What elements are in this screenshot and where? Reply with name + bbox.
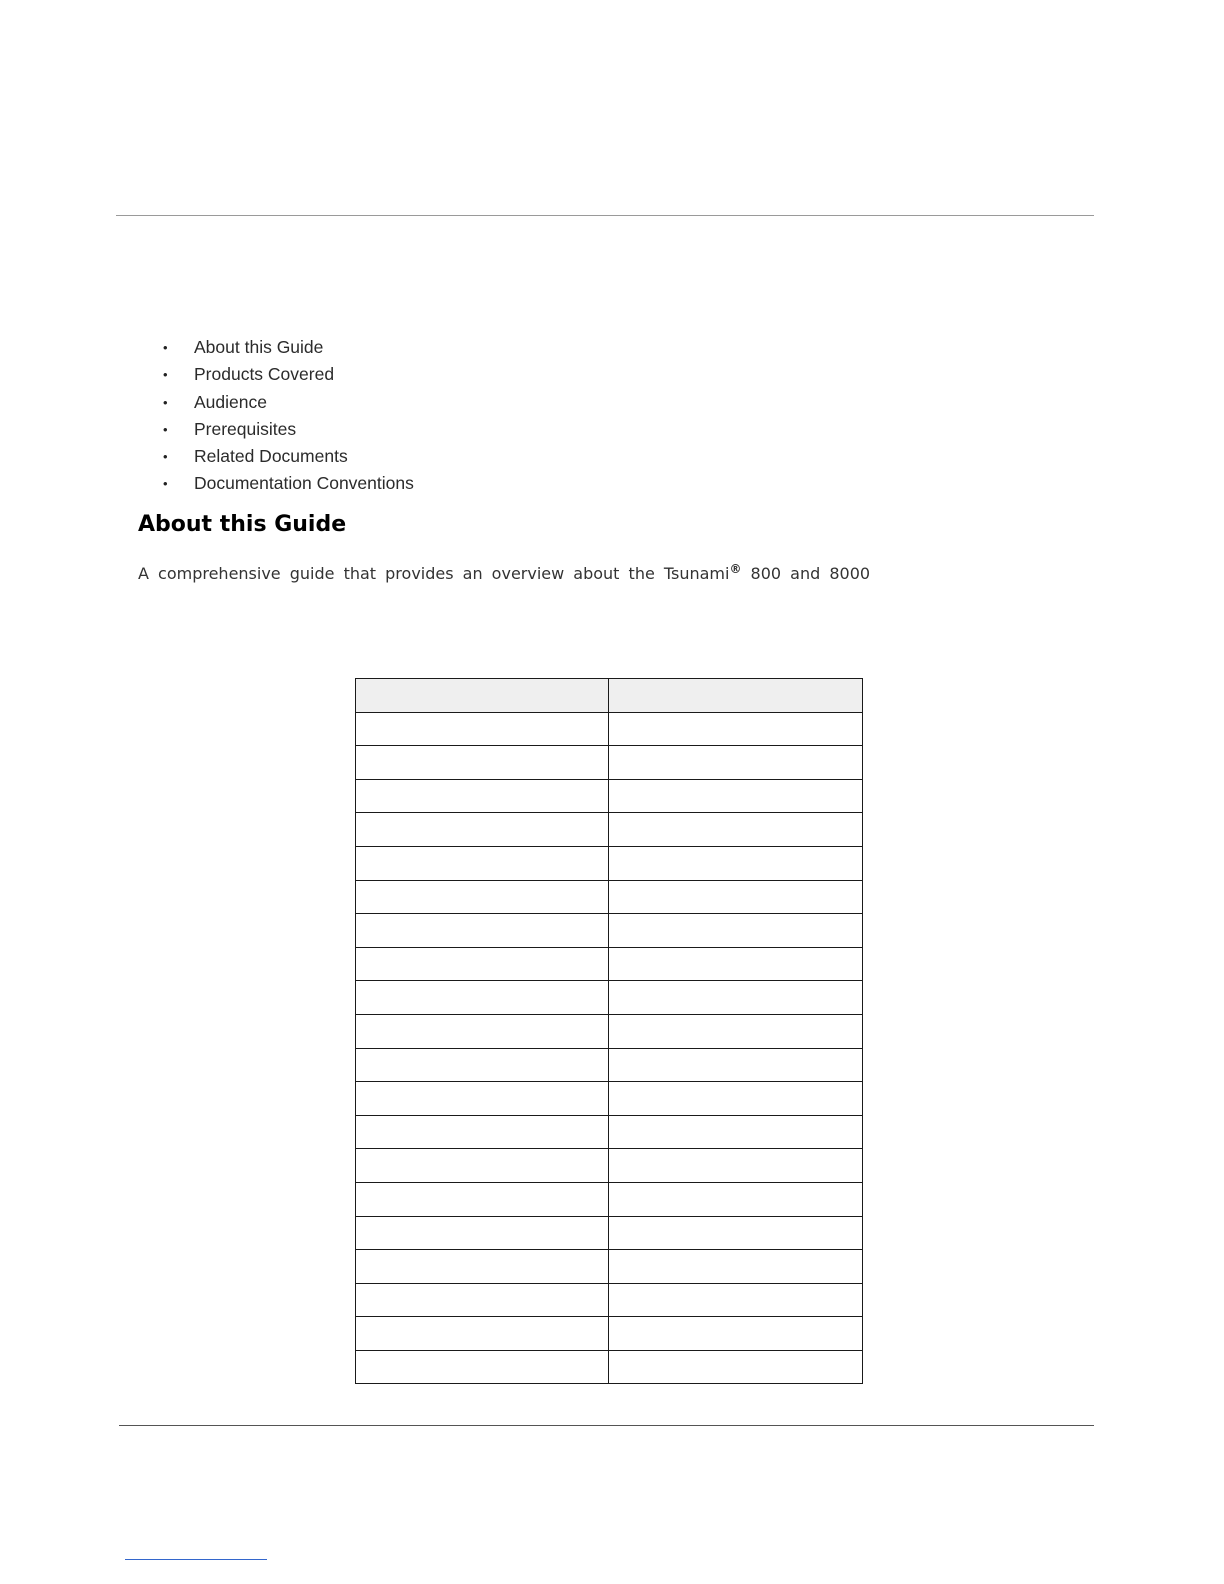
toc-item-label: Related Documents xyxy=(194,446,348,467)
table-cell xyxy=(609,1216,863,1250)
table-cell xyxy=(356,1149,609,1183)
toc-item-label: About this Guide xyxy=(194,337,324,357)
toc-item-products-covered[interactable] xyxy=(160,361,414,388)
table-cell xyxy=(356,947,609,981)
table-row xyxy=(356,1014,863,1048)
toc-item-label: Products Covered xyxy=(194,364,335,385)
table-cell xyxy=(356,1048,609,1082)
table-cell xyxy=(356,1014,609,1048)
toc-item-label: Prerequisites xyxy=(194,418,297,439)
table-cell xyxy=(356,712,609,746)
toc-item-prerequisites[interactable] xyxy=(160,416,414,443)
registered-mark: ® xyxy=(729,562,742,576)
bullet-icon: • xyxy=(163,394,168,410)
table-row xyxy=(356,1216,863,1250)
toc-item-documentation-conventions[interactable] xyxy=(160,470,414,497)
table-cell xyxy=(356,1216,609,1250)
table-row xyxy=(356,779,863,813)
table-cell xyxy=(356,981,609,1015)
table-row xyxy=(356,914,863,948)
section-heading: About this Guide xyxy=(138,512,347,537)
table-cell xyxy=(356,813,609,847)
table-row xyxy=(356,1283,863,1317)
table-row xyxy=(356,1182,863,1216)
table-row xyxy=(356,746,863,780)
table-row xyxy=(356,1048,863,1082)
table-cell xyxy=(356,846,609,880)
table-row xyxy=(356,846,863,880)
table-cell xyxy=(609,1115,863,1149)
table-cell xyxy=(609,846,863,880)
table-row xyxy=(356,1250,863,1284)
section-body-text xyxy=(138,562,870,583)
table-cell xyxy=(356,880,609,914)
table-row xyxy=(356,947,863,981)
bullet-icon: • xyxy=(163,476,168,492)
table-cell xyxy=(609,981,863,1015)
table-cell xyxy=(609,1250,863,1284)
table-cell xyxy=(356,1350,609,1384)
table-row xyxy=(356,1149,863,1183)
table-cell xyxy=(356,914,609,948)
table-cell xyxy=(356,1317,609,1351)
table-cell xyxy=(609,813,863,847)
table-cell xyxy=(609,914,863,948)
header-divider xyxy=(116,215,1094,216)
table-cell xyxy=(609,712,863,746)
products-table xyxy=(355,678,863,1384)
table-cell xyxy=(356,1115,609,1149)
table-cell xyxy=(609,1082,863,1116)
footer-divider xyxy=(119,1425,1094,1426)
bullet-icon: • xyxy=(163,421,168,437)
table-header-cell xyxy=(609,679,863,713)
table-cell xyxy=(356,1182,609,1216)
table-cell xyxy=(609,947,863,981)
toc-item-audience[interactable] xyxy=(160,389,414,416)
table-cell xyxy=(609,1149,863,1183)
body-text-main: A comprehensive guide that provides an overview about the Tsunami xyxy=(138,564,730,583)
toc-item-label: Documentation Conventions xyxy=(194,473,414,494)
table-cell xyxy=(356,1283,609,1317)
bullet-icon: • xyxy=(163,367,168,383)
table-cell xyxy=(609,880,863,914)
table-cell xyxy=(609,779,863,813)
table-row xyxy=(356,981,863,1015)
footer-link-underline[interactable] xyxy=(125,1559,267,1560)
table-row xyxy=(356,1350,863,1384)
table-cell xyxy=(609,746,863,780)
table-cell xyxy=(609,1014,863,1048)
table-cell xyxy=(609,1182,863,1216)
table-cell xyxy=(609,1350,863,1384)
table-row xyxy=(356,712,863,746)
toc-item-label: Audience xyxy=(194,391,267,412)
table-header-cell xyxy=(356,679,609,713)
table-cell xyxy=(356,746,609,780)
table-cell xyxy=(609,1283,863,1317)
table-cell xyxy=(356,1082,609,1116)
body-text-models: 800 and 8000 xyxy=(741,564,871,583)
table-row xyxy=(356,1082,863,1116)
bullet-icon: • xyxy=(163,340,168,355)
toc-item-about-this-guide[interactable] xyxy=(160,334,414,361)
bullet-icon: • xyxy=(163,449,168,465)
table-cell xyxy=(609,1048,863,1082)
table-header-row xyxy=(356,679,863,713)
table-row xyxy=(356,880,863,914)
table-cell xyxy=(356,779,609,813)
toc-item-related-documents[interactable] xyxy=(160,443,414,470)
table-row xyxy=(356,1115,863,1149)
chapter-contents-list xyxy=(160,334,414,498)
table-cell xyxy=(609,1317,863,1351)
table-row xyxy=(356,1317,863,1351)
table-row xyxy=(356,813,863,847)
table-cell xyxy=(356,1250,609,1284)
